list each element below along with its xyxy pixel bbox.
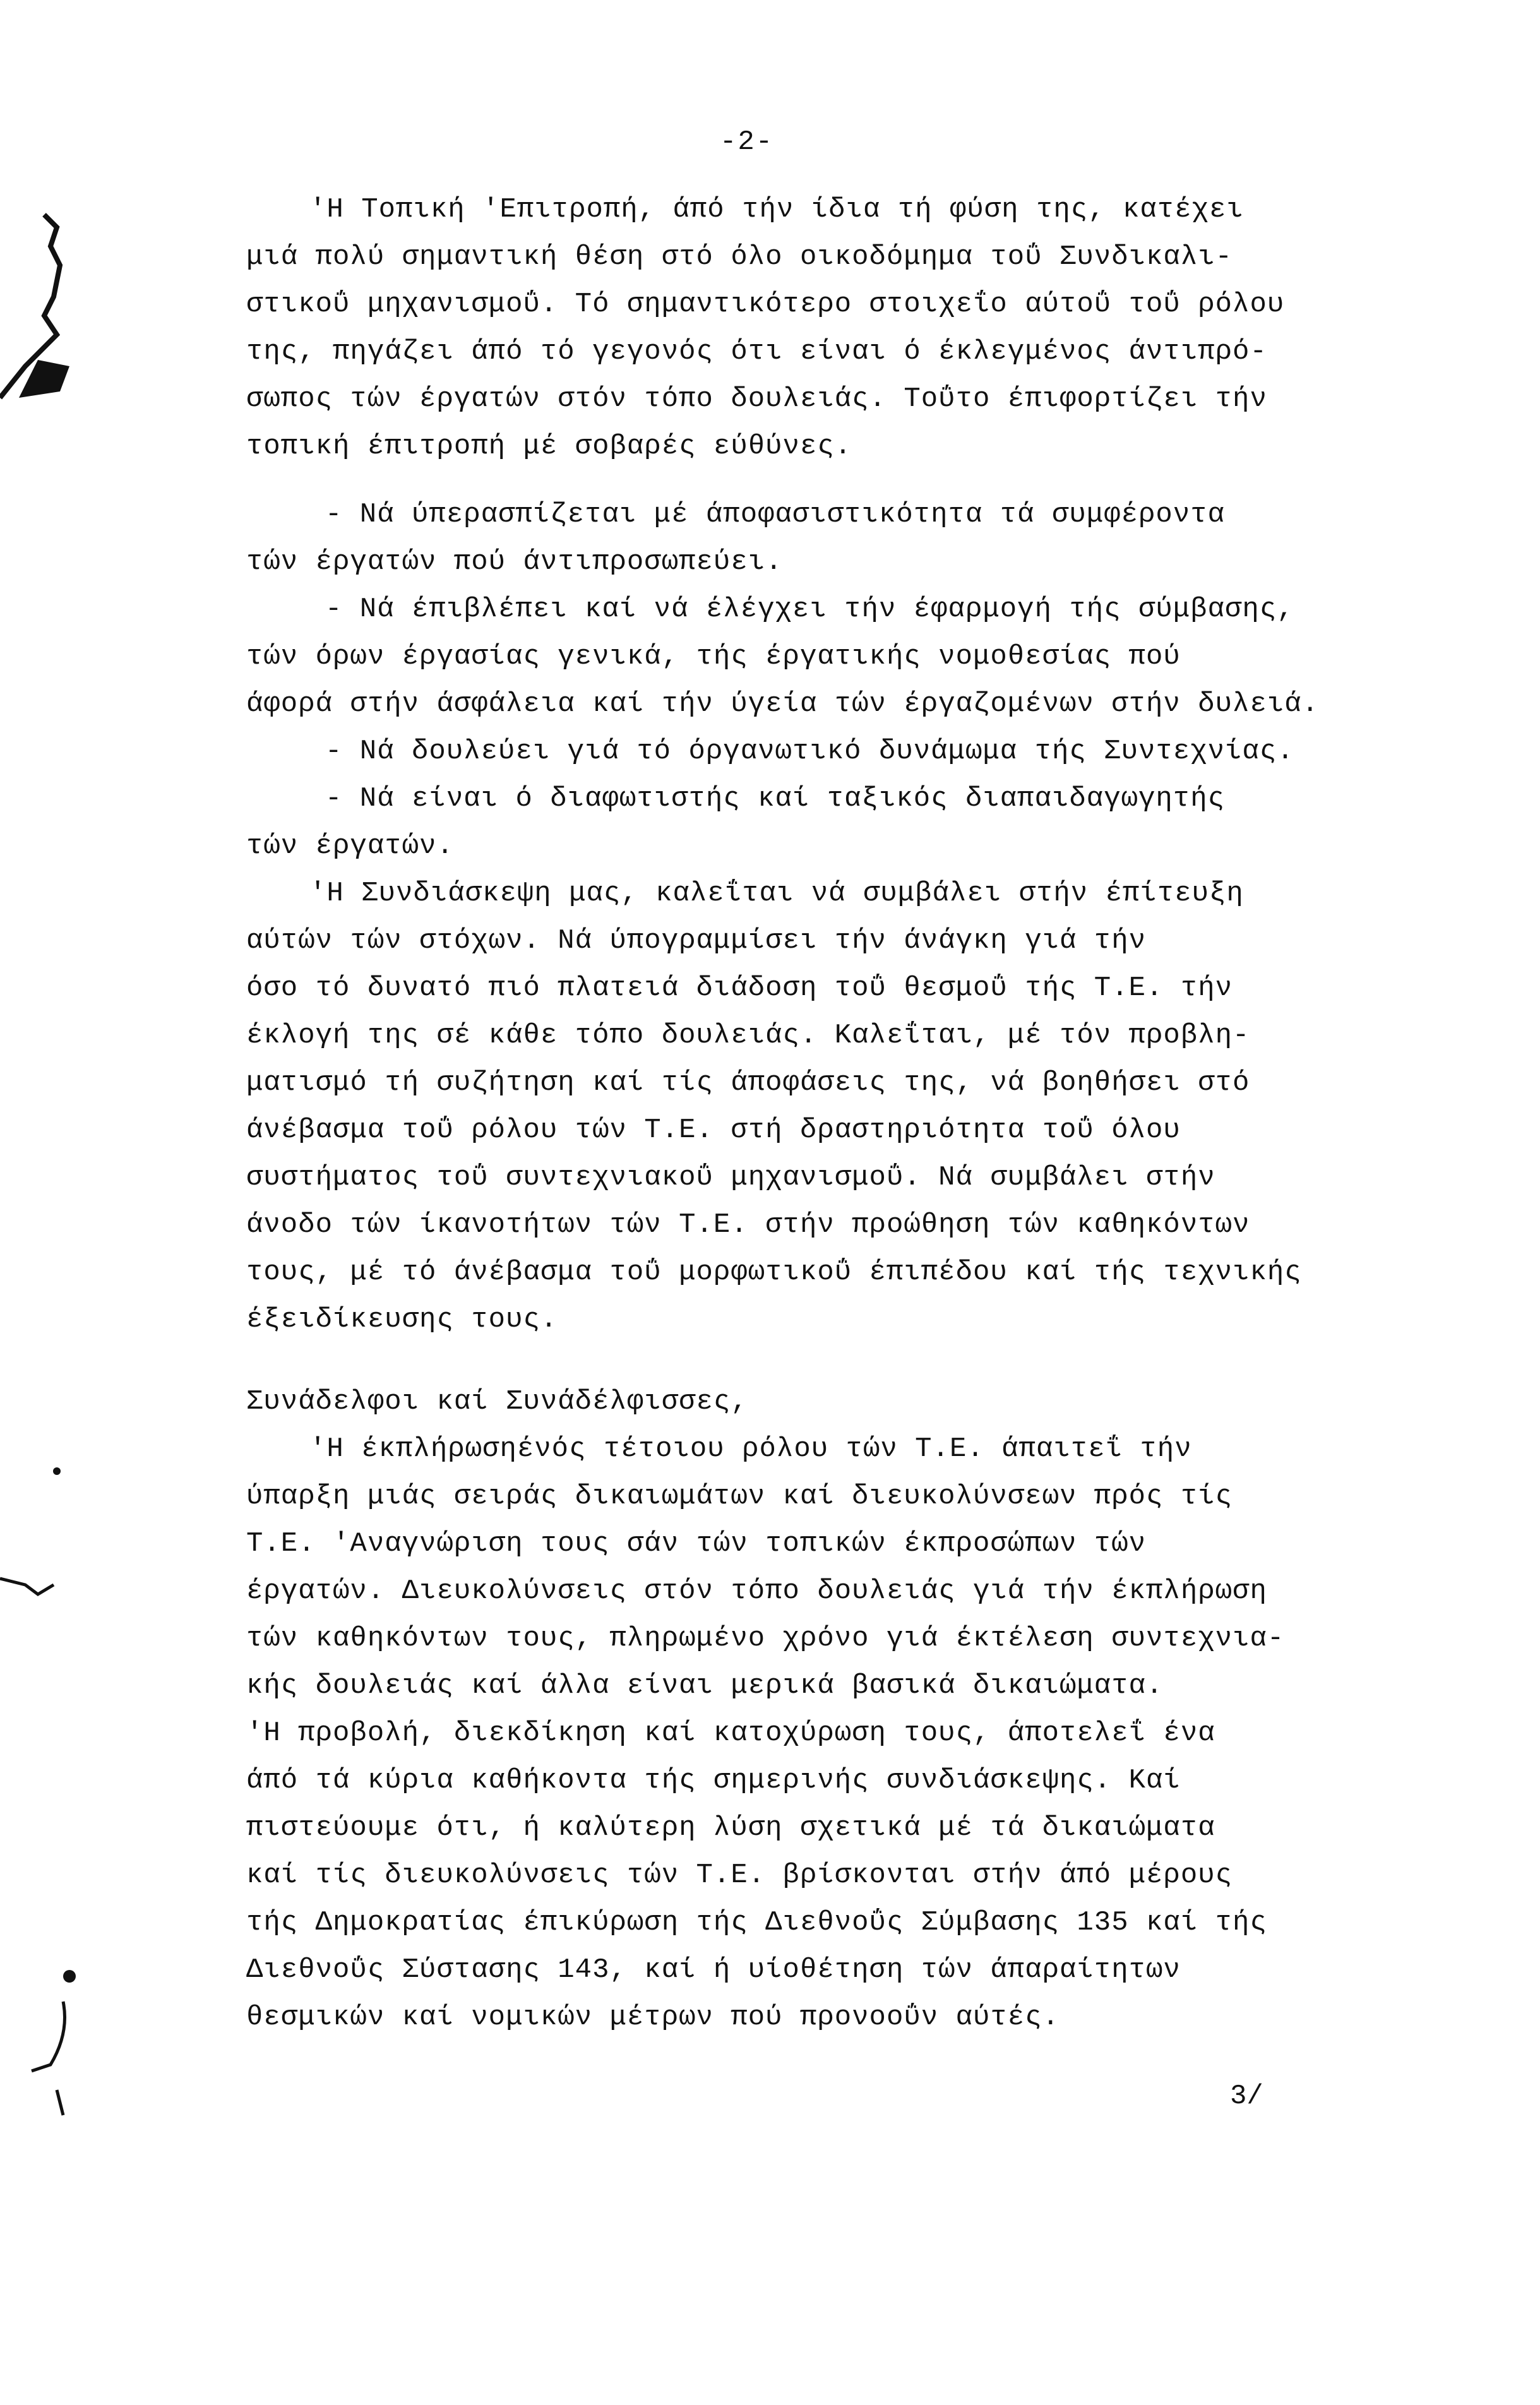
body-line: 'Η προβολή, διεκδίκηση καί κατοχύρωση τους, άποτελεΐ ένα (246, 1717, 1215, 1749)
body-line: ματισμό τή συζήτηση καί τίς άποφάσεις της, νά βοηθήσει στό (246, 1067, 1250, 1099)
body-line: κής δουλειάς καί άλλα είναι μερικά βασικά δικαιώματα. (246, 1670, 1164, 1702)
body-line: θεσμικών καί νομικών μέτρων πού προνοοΰν αύτές. (246, 2002, 1060, 2033)
body-line: Συνάδελφοι καί Συνάδέλφισσες, (246, 1386, 748, 1417)
body-line: αύτών τών στόχων. Νά ύπογραμμίσει τήν άνάγκη γιά τήν (246, 925, 1147, 957)
body-line: Τ.Ε. 'Αναγνώριση τους σάν τών τοπικών έκπροσώπων τών (246, 1528, 1147, 1560)
body-line: άφορά στήν άσφάλεια καί τήν ύγεία τών έργαζομένων στήν δυλειά. (246, 688, 1320, 720)
body-line: έκλογή της σέ κάθε τόπο δουλειάς. Καλεΐται, μέ τόν προβλη- (246, 1020, 1250, 1051)
body-line: έξειδίκευσης τους. (246, 1304, 558, 1335)
body-line: - Νά δουλεύει γιά τό όργανωτικό δυνάμωμα τής Συντεχνίας. (325, 736, 1294, 767)
next-page-mark: 3/ (1230, 2080, 1263, 2112)
body-line: 'Η Συνδιάσκεψη μας, καλεΐται νά συμβάλει στήν έπίτευξη (309, 878, 1244, 909)
body-line: τών έργατών. (246, 830, 454, 862)
scan-artifact-middle (0, 1452, 76, 1610)
scan-artifact-top (0, 208, 76, 410)
body-line: έργατών. Διευκολύνσεις στόν τόπο δουλειάς γιά τήν έκπλήρωση (246, 1575, 1267, 1607)
body-line: - Νά έπιβλέπει καί νά έλέγχει τήν έφαρμογή τής σύμβασης, (325, 594, 1294, 625)
body-line: τών έργατών πού άντιπροσωπεύει. (246, 546, 783, 578)
body-line: καί τίς διευκολύνσεις τών Τ.Ε. βρίσκονται στήν άπό μέρους (246, 1859, 1233, 1891)
body-line: ύπαρξη μιάς σειράς δικαιωμάτων καί διευκολύνσεων πρός τίς (246, 1481, 1233, 1512)
body-line: τοπική έπιτροπή μέ σοβαρές εύθύνες. (246, 431, 852, 462)
body-line: όσο τό δυνατό πιό πλατειά διάδοση τοΰ θεσμοΰ τής Τ.Ε. τήν (246, 972, 1233, 1004)
body-line: συστήματος τοΰ συντεχνιακοΰ μηχανισμοΰ. Νά συμβάλει στήν (246, 1162, 1215, 1193)
body-line: άνοδο τών ίκανοτήτων τών Τ.Ε. στήν προώθηση τών καθηκόντων (246, 1209, 1250, 1241)
body-line: άνέβασμα τοΰ ρόλου τών Τ.Ε. στή δραστηριότητα τοΰ όλου (246, 1114, 1181, 1146)
body-line: της, πηγάζει άπό τό γεγονός ότι είναι ό έκλεγμένος άντιπρό- (246, 336, 1267, 367)
body-line: πιστεύουμε ότι, ή καλύτερη λύση σχετικά μέ τά δικαιώματα (246, 1812, 1215, 1844)
scan-artifact-bottom (0, 1964, 76, 2122)
body-line: 'Η έκπλήρωσηένός τέτοιου ρόλου τών Τ.Ε. άπαιτεΐ τήν (309, 1433, 1192, 1465)
page-number: -2- (720, 126, 774, 158)
body-line: άπό τά κύρια καθήκοντα τής σημερινής συνδιάσκεψης. Καί (246, 1765, 1181, 1796)
body-line: - Νά είναι ό διαφωτιστής καί ταξικός διαπαιδαγωγητής (325, 783, 1226, 815)
body-line: 'Η Τοπική 'Επιτροπή, άπό τήν ίδια τή φύση της, κατέχει (309, 194, 1244, 225)
body-line: τους, μέ τό άνέβασμα τοΰ μορφωτικοΰ έπιπέδου καί τής τεχνικής (246, 1256, 1302, 1288)
body-line: στικοΰ μηχανισμοΰ. Τό σημαντικότερο στοιχεΐο αύτοΰ τοΰ ρόλου (246, 289, 1285, 320)
body-line: σωπος τών έργατών στόν τόπο δουλειάς. Τοΰτο έπιφορτίζει τήν (246, 383, 1267, 415)
body-line: - Νά ύπερασπίζεται μέ άποφασιστικότητα τά συμφέροντα (325, 499, 1226, 530)
body-line: μιά πολύ σημαντική θέση στό όλο οικοδόμημα τοΰ Συνδικαλι- (246, 241, 1233, 273)
body-line: τής Δημοκρατίας έπικύρωση τής Διεθνοΰς Σύμβασης 135 καί τής (246, 1907, 1267, 1938)
body-line: Διεθνοΰς Σύστασης 143, καί ή υίοθέτηση τών άπαραίτητων (246, 1954, 1181, 1986)
body-line: τών όρων έργασίας γενικά, τής έργατικής νομοθεσίας πού (246, 641, 1181, 672)
body-line: τών καθηκόντων τους, πληρωμένο χρόνο γιά έκτέλεση συντεχνια- (246, 1623, 1285, 1654)
